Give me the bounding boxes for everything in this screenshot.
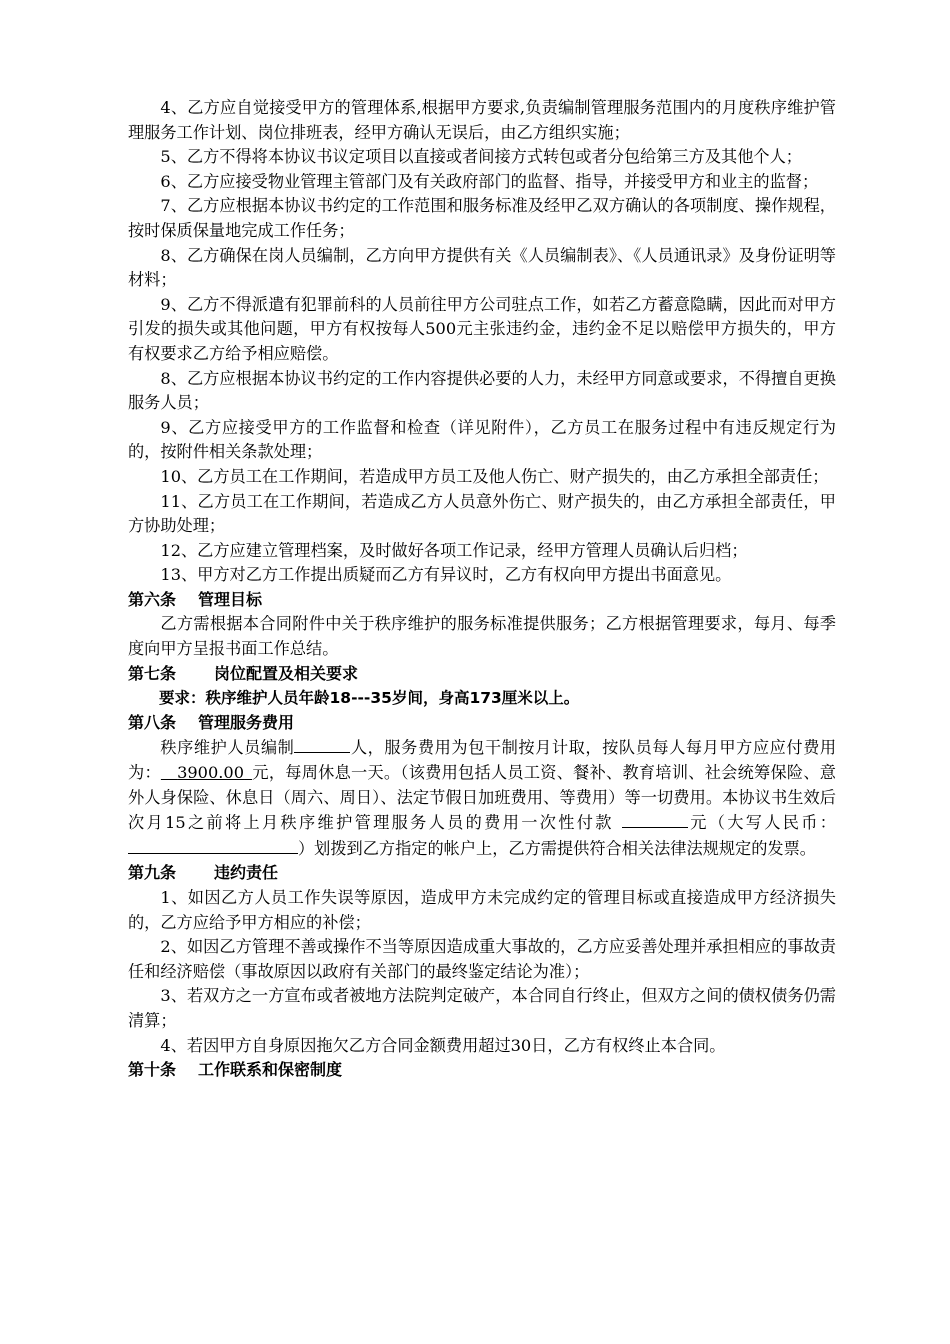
- article-9-title: 违约责任: [214, 863, 279, 883]
- article-7-number: 第七条: [128, 663, 177, 683]
- clause-12: 12、乙方应建立管理档案，及时做好各项工作记录，经甲方管理人员确认后归档；: [160, 540, 748, 560]
- fee-text-3: 元，每周休息一天。（该费用包括人员工资、餐补、教育培训、社会统筹保险、意外人身保险、休息日（周六、周日）、法定节假日加班费用、等费用）等一切费用。本协议书生效后次月15之前将上月秩序维护管理服务人员的费用一次性付款: [128, 763, 836, 833]
- clause-7: 7、乙方应根据本协议书约定的工作范围和服务标准及经甲乙双方确认的各项制度、操作规程，按时保质保量地完成工作任务；: [128, 196, 836, 240]
- payment-uppercase-blank: [128, 836, 298, 854]
- clause-11: 11、乙方员工在工作期间，若造成乙方人员意外伤亡、财产损失的，由乙方承担全部责任，甲方协助处理；: [128, 491, 836, 536]
- article-8-heading: [128, 711, 836, 736]
- article-7-heading: [128, 662, 836, 687]
- article-7-title: 岗位配置及相关要求: [214, 663, 359, 683]
- staff-count-blank: [294, 735, 350, 753]
- clause-6: 6、乙方应接受物业管理主管部门及有关政府部门的监督、指导，并接受甲方和业主的监督；: [160, 171, 819, 191]
- monthly-fee-value: 3900.00: [177, 763, 245, 783]
- clause-4: 4、乙方应自觉接受甲方的管理体系,根据甲方要求,负责编制管理服务范围内的月度秩序维护管理服务工作计划、岗位排班表，经甲方确认无误后，由乙方组织实施；: [128, 98, 836, 142]
- liability-item-1: 1、如因乙方人员工作失误等原因，造成甲方未完成约定的管理目标或直接造成甲方经济损失的，乙方应给予甲方相应的补偿；: [128, 888, 836, 932]
- clause-9: 9、乙方不得派遣有犯罪前科的人员前往甲方公司驻点工作，如若乙方蓄意隐瞒，因此而对甲方引发的损失或其他问题，甲方有权按每人500元主张违约金，违约金不足以赔偿甲方损失的，甲方有权要求乙方给予相应赔偿。: [128, 294, 836, 363]
- liability-item-4: 4、若因甲方自身原因拖欠乙方合同金额费用超过30日，乙方有权终止本合同。: [160, 1035, 726, 1055]
- article-7-body: 要求：秩序维护人员年龄18---35岁间，身高173厘米以上。: [159, 689, 580, 708]
- article-6-number: 第六条: [128, 589, 177, 609]
- article-8-number: 第八条: [128, 712, 177, 732]
- fee-text-4: 元（大写人民币：: [687, 813, 836, 833]
- clause-9b: 9、乙方应接受甲方的工作监督和检查（详见附件），乙方员工在服务过程中有违反规定行为的，按附件相关条款处理；: [128, 417, 836, 462]
- article-9-number: 第九条: [128, 863, 177, 883]
- article-10-heading: [128, 1058, 836, 1083]
- fee-text-5: ）划拨到乙方指定的帐户上，乙方需提供符合相关法律法规规定的发票。: [298, 838, 816, 858]
- document-page: [128, 96, 836, 1083]
- clause-5: 5、乙方不得将本协议书议定项目以直接或者间接方式转包或者分包给第三方及其他个人；: [160, 147, 802, 167]
- article-6-heading: [128, 588, 836, 613]
- fee-text-1: 秩序维护人员编制: [160, 738, 295, 758]
- article-9-heading: [128, 861, 836, 886]
- clause-10: 10、乙方员工在工作期间，若造成甲方员工及他人伤亡、财产损失的，由乙方承担全部责任；: [160, 466, 829, 486]
- fee-text-2: 人，服务费用为包干制按月计取，按队员每人每月甲方应应付费用为：: [128, 738, 837, 783]
- article-6-body: 乙方需根据本合同附件中关于秩序维护的服务标准提供服务；乙方根据管理要求，每月、每季度向甲方呈报书面工作总结。: [128, 614, 836, 659]
- clause-8b: 8、乙方应根据本协议书约定的工作内容提供必要的人力，未经甲方同意或要求，不得擅自更换服务人员；: [128, 368, 836, 413]
- clause-8: 8、乙方确保在岗人员编制，乙方向甲方提供有关《人员编制表》、《人员通讯录》及身份证明等材料；: [128, 245, 836, 290]
- liability-item-2: 2、如因乙方管理不善或操作不当等原因造成重大事故的，乙方应妥善处理并承担相应的事故责任和经济赔偿（事故原因以政府有关部门的最终鉴定结论为准）；: [128, 937, 836, 981]
- payment-amount-blank: [622, 810, 688, 828]
- article-10-number: 第十条: [128, 1060, 177, 1080]
- article-8-body: [128, 735, 836, 861]
- article-8-title: 管理服务费用: [198, 712, 295, 732]
- liability-item-3: 3、若双方之一方宣布或者被地方法院判定破产，本合同自行终止，但双方之间的债权债务仍需清算；: [128, 986, 836, 1030]
- article-6-title: 管理目标: [198, 589, 263, 609]
- article-10-title: 工作联系和保密制度: [198, 1060, 343, 1080]
- clause-13: 13、甲方对乙方工作提出质疑而乙方有异议时，乙方有权向甲方提出书面意见。: [160, 565, 732, 585]
